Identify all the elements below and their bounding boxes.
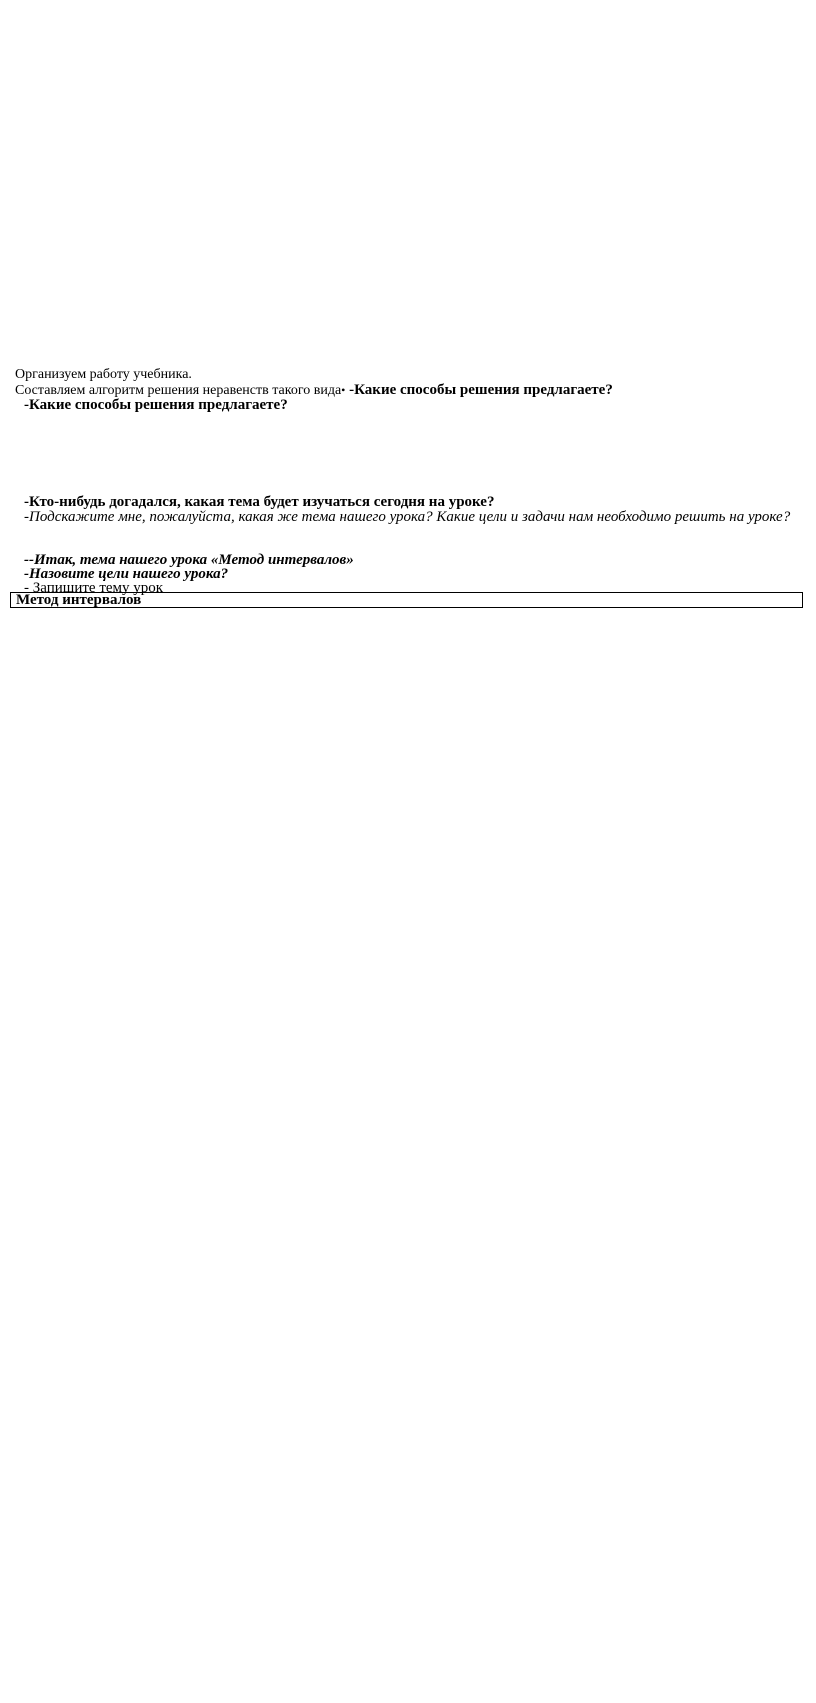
question-methods: -Какие способы решения предлагаете? [24, 397, 288, 413]
topic-box-label: Метод интервалов [16, 592, 142, 608]
question-guess-topic: -Кто-нибудь догадался, какая тема будет изучаться сегодня на уроке? [24, 494, 495, 510]
instruction-write-topic: - Запишите тему урок [24, 580, 164, 596]
algorithm-text: Составляем алгоритм решения неравенств такого вида [15, 383, 342, 398]
topic-box [10, 592, 803, 608]
intro-line-organize: Организуем работу учебника. [15, 367, 192, 382]
question-hint: -Подскажите мне, пожалуйста, какая же тема нашего урока? Какие цели и задачи нам необходимо решить на уроке? [24, 509, 791, 525]
question-so-topic: --Итак, тема нашего урока «Метод интервалов» [24, 552, 354, 568]
question-name-goals: -Назовите цели нашего урока? [24, 566, 229, 582]
bullet-icon: • [341, 383, 346, 397]
methods-question-inline: -Какие способы решения предлагаете? [345, 382, 613, 398]
